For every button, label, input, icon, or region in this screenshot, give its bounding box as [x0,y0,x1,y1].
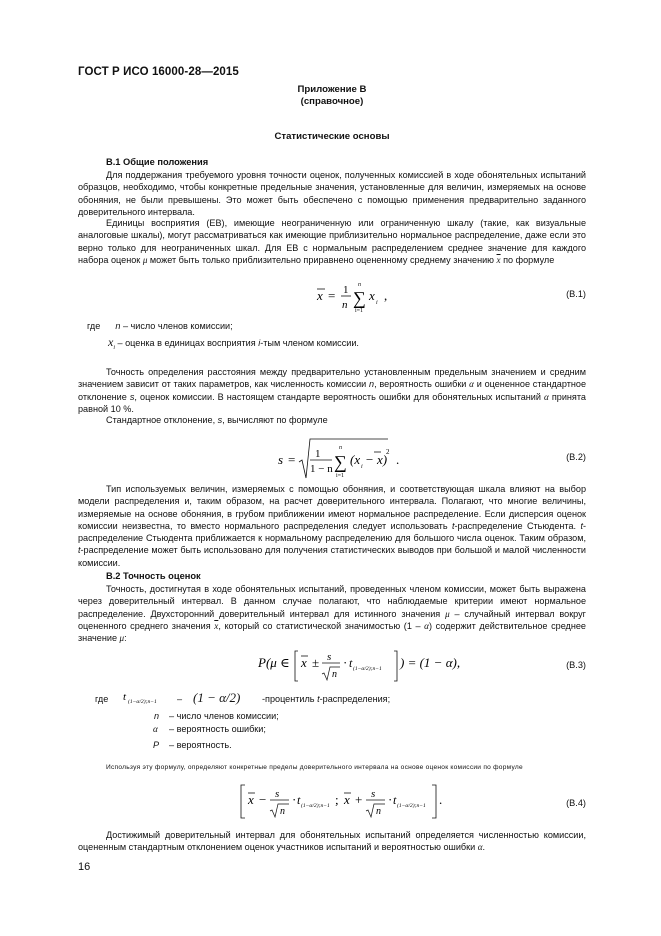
paragraph-b2-1: Точность, достигнутая в ходе обонятельных испытаний, проведенных членом комиссии, может быть выражена через доверительный интервал. В данном случае полагают, что наблюдаемые критерии имеют нормальное распределение. Двухсторонний доверительный интервал для истинного значения μ – случайный интервал вокруг оцененного среднего значения $\overline{x}$, который со статистической значимостью (1 – α) содержит действительное среднее значение μ: [78,584,586,644]
svg-text:i=1: i=1 [355,308,364,314]
svg-text:s: s [327,651,332,663]
legend-t-dash: – [177,694,183,704]
svg-text:1: 1 [315,448,321,460]
svg-text:.: . [396,452,400,467]
paragraph-b2-last: Достижимый доверительный интервал для обонятельных испытаний определяется численностью комиссии, оцененным стандартным отклонением оценок участников испытаний и вероятностью ошибки α. [78,830,586,853]
svg-text:2: 2 [386,448,390,456]
svg-text:∑: ∑ [334,452,347,472]
svg-text:t: t [123,691,127,703]
legend-n-symbol: n [154,711,160,721]
section-heading-b2: В.2 Точность оценок [106,571,201,581]
paragraph-b1-3: Точность определения расстояния между предварительно установленным предельным значением и средним значением зависит от таких параметров, как численность комиссии n, вероятность ошибки α и оцененное стандартное отклонение s, оценок комиссии. В настоящем стандарте вероятность ошибки для обонятельных испытаний α принята равной 10 %. [78,367,587,414]
equation-b3 [256,645,466,685]
legend-alpha-text: – вероятность ошибки; [169,724,266,734]
svg-text:x: x [301,655,307,670]
svg-text:) = (1 − α),: ) = (1 − α), [400,655,461,670]
equation-b1 [300,277,410,317]
svg-text:·: · [292,792,297,807]
svg-text:t: t [297,793,301,807]
annex-subtitle: (справочное) [300,96,364,107]
svg-text:x: x [317,288,323,303]
svg-text:i: i [361,464,363,470]
svg-text:s: s [371,788,376,800]
svg-text:n: n [342,299,348,311]
svg-text:1: 1 [343,284,349,296]
svg-text:x: x [248,792,254,807]
legend-n-text: – число членов комиссии; [169,711,279,721]
equation-number-b2: (В.2) [566,452,586,462]
svg-text:s: s [275,788,280,800]
svg-text:(1−α/2);n−1: (1−α/2);n−1 [128,699,157,705]
svg-text:(1−α/2);n−1: (1−α/2);n−1 [301,803,330,809]
svg-text:n: n [332,669,337,680]
svg-text:− x): − x) [365,452,388,467]
paragraph-b1-2: Единицы восприятия (ЕВ), имеющие неограниченную или ограниченную шкалу (такие, как визуальные аналоговые шкалы), могут рассматриваться как имеющие приблизительно нормальное распределение, даже если это верно только для неограниченных шкал. Для ЕВ с нормальным распределением среднее значение для каждого набора оценок μ может быть только приблизительно приравнено оцененному среднему значению $\overline{x}$ по формуле [78,218,586,265]
equation-number-b4: (В.4) [566,798,586,808]
svg-text:i: i [376,300,378,306]
legend-x-item: $x_i$ – оценка в единицах восприятия i-тым членом комиссии. [108,335,359,351]
svg-text:n: n [376,806,381,817]
svg-text:,: , [384,288,388,303]
svg-text:(1−α/2);n−1: (1−α/2);n−1 [397,803,426,809]
legend-alpha-symbol: α [153,724,158,734]
equation-number-b3: (В.3) [566,660,586,670]
svg-text:.: . [439,792,443,807]
svg-text:x: x [369,288,375,303]
annex-heading: Статистические основы [274,131,390,142]
svg-text:(x: (x [350,452,361,467]
svg-text:;: ; [335,792,339,807]
svg-text:n: n [280,806,285,817]
legend-t-expression: (1 − α/2) [193,690,241,705]
svg-text:=: = [328,288,336,303]
equation-number-b1: (В.1) [566,289,586,299]
svg-text:·: · [388,792,393,807]
svg-text:x: x [344,792,350,807]
svg-text:t: t [349,656,353,670]
equation-b2 [272,436,412,482]
equation-b4 [234,780,454,824]
svg-text:·: · [343,655,348,670]
svg-text:∑: ∑ [353,288,366,308]
svg-text:s: s [278,452,284,467]
section-heading-b1: В.1 Общие положения [106,157,209,167]
document-header: ГОСТ Р ИСО 16000-28—2015 [78,66,239,78]
svg-text:t: t [393,793,397,807]
legend-t-text: -процентиль t-распределения; [262,694,391,704]
paragraph-b1-5: Тип используемых величин, измеряемых с помощью обоняния, и соответствующая шкала влияют на выбор модели распределения и, таким образом, на расчет доверительного интервала. Полагают, что многие величины, измеряемые на основе обоняния, в грубом приближении имеют нормальное распределение. Если дисперсия оценок комиссии неизвестна, то вместо нормального распределения следует использовать t-распределение Стьюдента. t-распределение Стьюдента приближается к нормальному распределению для большого числа оценок. Таким образом, t-распределение может быть использовано для получения статистических выводов при большой и малой численности комиссии. [78,484,586,568]
legend-p-text: – вероятность. [169,740,232,750]
legend-where: где n – число членов комиссии; [87,321,233,331]
svg-text:n: n [358,282,361,288]
svg-text:1 − n: 1 − n [310,463,333,475]
svg-text:(1−α/2);n−1: (1−α/2);n−1 [353,666,382,672]
svg-text:P(μ ∈: P(μ ∈ [258,655,290,670]
legend-p-symbol: P [153,740,160,750]
annex-title: Приложение В [297,84,367,95]
svg-text:+: + [355,792,363,807]
svg-text:i=1: i=1 [336,473,345,479]
svg-text:=: = [288,452,296,467]
legend-t-symbol [121,686,177,706]
svg-text:n: n [339,445,342,451]
svg-text:±: ± [312,655,320,670]
small-text-formula-intro: Используя эту формулу, определяют конкретные пределы доверительного интервала на основе оценок комиссии по формуле [106,764,523,771]
legend-b3-where: где [95,694,109,704]
svg-text:−: − [259,792,267,807]
paragraph-b1-4: Стандартное отклонение, s, вычисляют по формуле [106,415,328,425]
paragraph-b1-1: Для поддержания требуемого уровня точности оценок, полученных комиссией в ходе обонятельных испытаний образцов, необходимо, чтобы конкретные предельные значения, установленные для величин, измеряемых на основе обоняния, не были превышены. Это может быть обеспечено с помощью применения предварительно заданного доверительного интервала. [78,170,586,217]
page-number: 16 [78,861,91,873]
